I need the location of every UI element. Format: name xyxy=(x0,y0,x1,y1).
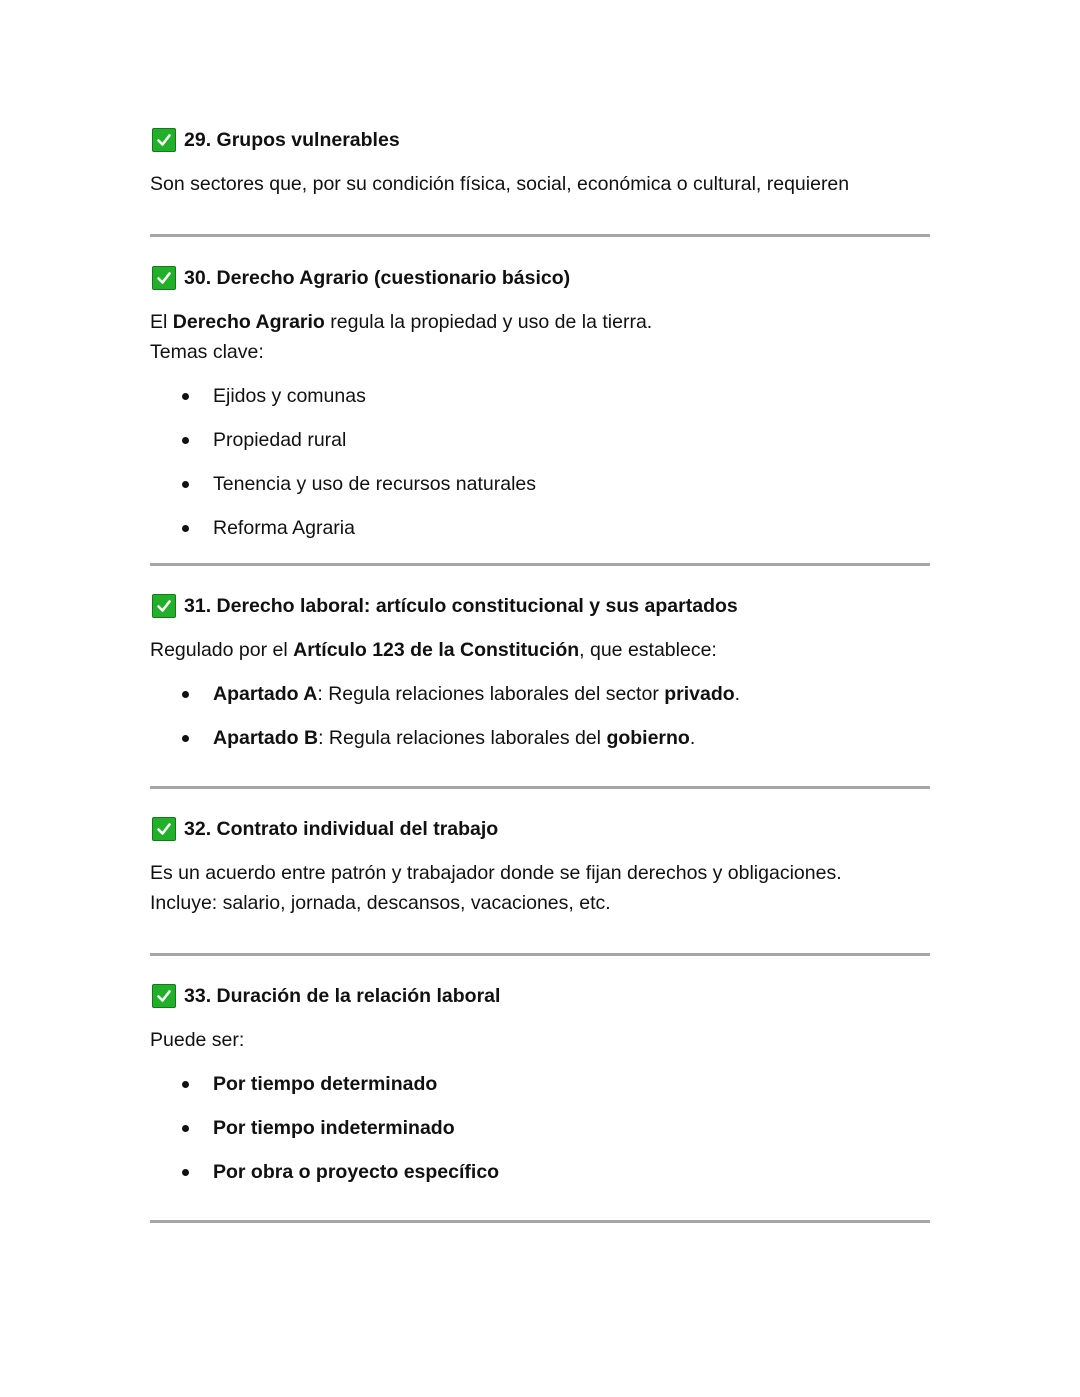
list-item xyxy=(150,469,930,513)
list-item xyxy=(150,723,930,767)
bullet-icon xyxy=(182,525,189,532)
list-item-text: Ejidos y comunas xyxy=(213,385,366,407)
bold-term: Artículo 123 de la Constitución xyxy=(293,639,580,661)
document-page xyxy=(150,124,930,1223)
bullet-icon xyxy=(182,437,189,444)
bullet-icon xyxy=(182,1125,189,1132)
list-item xyxy=(150,381,930,425)
section-paragraph xyxy=(150,307,930,337)
section-30 xyxy=(150,262,930,566)
section-title: 33. Duración de la relación laboral xyxy=(184,984,501,1007)
section-title: 31. Derecho laboral: artículo constitucional y sus apartados xyxy=(184,594,738,617)
section-29 xyxy=(150,124,930,237)
section-heading xyxy=(150,590,930,622)
bold-term: privado xyxy=(664,683,735,705)
list-item-text: Por tiempo determinado xyxy=(213,1073,438,1095)
list-item-text: Propiedad rural xyxy=(213,429,347,451)
bullet-list xyxy=(150,1069,930,1201)
list-item xyxy=(150,679,930,723)
section-heading xyxy=(150,980,930,1012)
text-run: . xyxy=(689,727,696,749)
text-run: . xyxy=(734,683,741,705)
horizontal-divider xyxy=(150,1220,930,1223)
section-32 xyxy=(150,813,930,956)
section-31 xyxy=(150,590,930,789)
section-paragraph: Incluye: salario, jornada, descansos, vacaciones, etc. xyxy=(150,892,611,914)
horizontal-divider xyxy=(150,786,930,789)
list-item-text: Tenencia y uso de recursos naturales xyxy=(213,473,537,495)
section-paragraph: Son sectores que, por su condición física, social, económica o cultural, requieren xyxy=(150,173,850,195)
section-title: 32. Contrato individual del trabajo xyxy=(184,817,499,840)
bullet-icon xyxy=(182,691,189,698)
check-mark-button-icon xyxy=(152,594,176,618)
horizontal-divider xyxy=(150,953,930,956)
bullet-list xyxy=(150,381,930,557)
text-run: : Regula relaciones laborales del xyxy=(318,727,607,749)
bullet-icon xyxy=(182,393,189,400)
list-item-text: Reforma Agraria xyxy=(213,517,355,539)
list-item-text: Por tiempo indeterminado xyxy=(213,1117,455,1139)
bold-term: Derecho Agrario xyxy=(172,311,325,333)
list-item-text: Por obra o proyecto específico xyxy=(213,1161,500,1183)
check-mark-button-icon xyxy=(152,817,176,841)
section-heading xyxy=(150,813,930,845)
text-run: , que establece: xyxy=(579,639,717,661)
list-item xyxy=(150,425,930,469)
bullet-icon xyxy=(182,1081,189,1088)
text-run: El xyxy=(150,311,173,333)
section-title: 30. Derecho Agrario (cuestionario básico) xyxy=(184,266,571,289)
check-mark-button-icon xyxy=(152,984,176,1008)
bullet-icon xyxy=(182,1169,189,1176)
section-heading xyxy=(150,262,930,294)
section-subtitle: Puede ser: xyxy=(150,1029,245,1051)
section-subtitle: Temas clave: xyxy=(150,341,264,363)
text-run: Regulado por el xyxy=(150,639,294,661)
list-item xyxy=(150,513,930,557)
section-title: 29. Grupos vulnerables xyxy=(184,128,400,151)
bold-term: Apartado B xyxy=(213,727,319,749)
check-mark-button-icon xyxy=(152,128,176,152)
bold-term: gobierno xyxy=(606,727,690,749)
check-mark-button-icon xyxy=(152,266,176,290)
bullet-icon xyxy=(182,481,189,488)
list-item xyxy=(150,1069,930,1113)
list-item xyxy=(150,1157,930,1201)
text-run: : Regula relaciones laborales del sector xyxy=(317,683,665,705)
bullet-list xyxy=(150,679,930,767)
text-run: regula la propiedad y uso de la tierra. xyxy=(324,311,653,333)
section-33 xyxy=(150,980,930,1223)
bullet-icon xyxy=(182,735,189,742)
horizontal-divider xyxy=(150,234,930,237)
section-heading xyxy=(150,124,930,156)
bold-term: Apartado A xyxy=(213,683,318,705)
section-paragraph xyxy=(150,635,930,665)
horizontal-divider xyxy=(150,563,930,566)
list-item xyxy=(150,1113,930,1157)
section-paragraph: Es un acuerdo entre patrón y trabajador donde se fijan derechos y obligaciones. xyxy=(150,862,842,884)
